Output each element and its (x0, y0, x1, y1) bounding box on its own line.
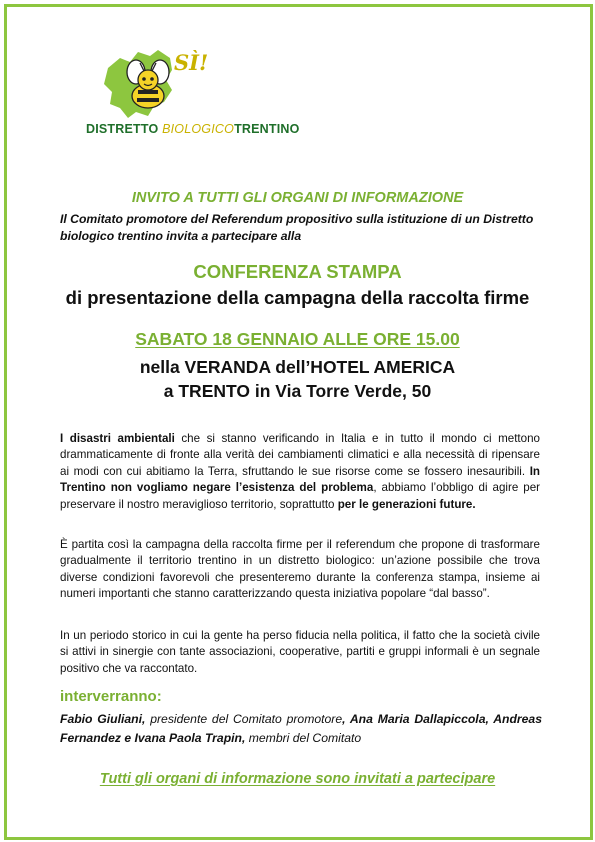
p1-bold-a: I disastri ambientali (60, 432, 175, 445)
footer-invitation: Tutti gli organi di informazione sono invitati a partecipare (99, 771, 496, 787)
event-venue (0, 355, 595, 403)
p1-bold-c: per le generazioni future. (337, 497, 476, 511)
distretto-logo (86, 46, 300, 141)
conferenza-title: CONFERENZA STAMPA (193, 261, 402, 282)
speakers-heading: interverranno: (60, 688, 162, 705)
speakers-2-role: membri del Comitato (245, 730, 362, 745)
speaker-1-role: presidente del Comitato promotore (145, 712, 343, 726)
venue-line-2: a TRENTO in Via Torre Verde, 50 (163, 381, 432, 401)
p1-text-b: , abbiamo l’obbligo di agire per preservare il nostro meraviglioso territorio, soprattutto (60, 481, 541, 511)
paragraph-3: In un periodo storico in cui la gente ha perso fiducia nella politica, il fatto che la società civile si attivi in sinergie con tante associazioni, cooperative, partiti e gruppi informali è un segnale positivo che va raccontato. (60, 629, 540, 675)
presentazione-subtitle: di presentazione della campagna della raccolta firme (65, 287, 530, 308)
logo-word-distretto: DISTRETTO (86, 122, 163, 136)
logo-wordmark (86, 122, 300, 136)
paragraph-2: È partita così la campagna della raccolta firme per il referendum che propone di trasformare gradualmente il territorio trentino in un distretto biologico: un’azione possibile che trova diverse condizioni favorevoli che presenteremo durante la conferenza stampa, insieme ai numeri importanti che stanno caratterizzando questa iniziativa popolare “dal basso”. (60, 538, 540, 601)
logo-word-biologico: BIOLOGICO (162, 122, 235, 136)
paragraph-1 (60, 431, 540, 513)
p1-text-a: che si stanno verificando in Italia e in tutto il mondo ci mettono drammaticamente di fronte alla verità dei cambiamenti climatici e alla necessità di ripensare ai modi con cui abitiamo la Terra, sfruttando le sue risorse come se fossero inesauribili. (60, 432, 540, 478)
p1-bold-b: In Trentino non vogliamo negare l’esistenza del problema (60, 464, 540, 495)
speakers-list (60, 710, 542, 747)
invito-heading: INVITO A TUTTI GLI ORGANI DI INFORMAZIONE (131, 190, 464, 206)
event-date: SABATO 18 GENNAIO ALLE ORE 15.00 (135, 329, 460, 349)
venue-line-1: nella VERANDA dell’HOTEL AMERICA (139, 357, 456, 377)
logo-word-trentino: TRENTINO (234, 122, 300, 136)
speakers-2-names: , Ana Maria Dallapiccola, Andreas Fernandez e Ivana Paola Trapin, (60, 712, 542, 745)
logo-badge: SÌ! (174, 50, 209, 75)
intro-text: Il Comitato promotore del Referendum propositivo sulla istituzione di un Distretto biologico trentino invita a partecipare alla (60, 212, 534, 243)
speaker-1-name: Fabio Giuliani, (60, 712, 146, 726)
bee-logo-icon (100, 46, 220, 122)
